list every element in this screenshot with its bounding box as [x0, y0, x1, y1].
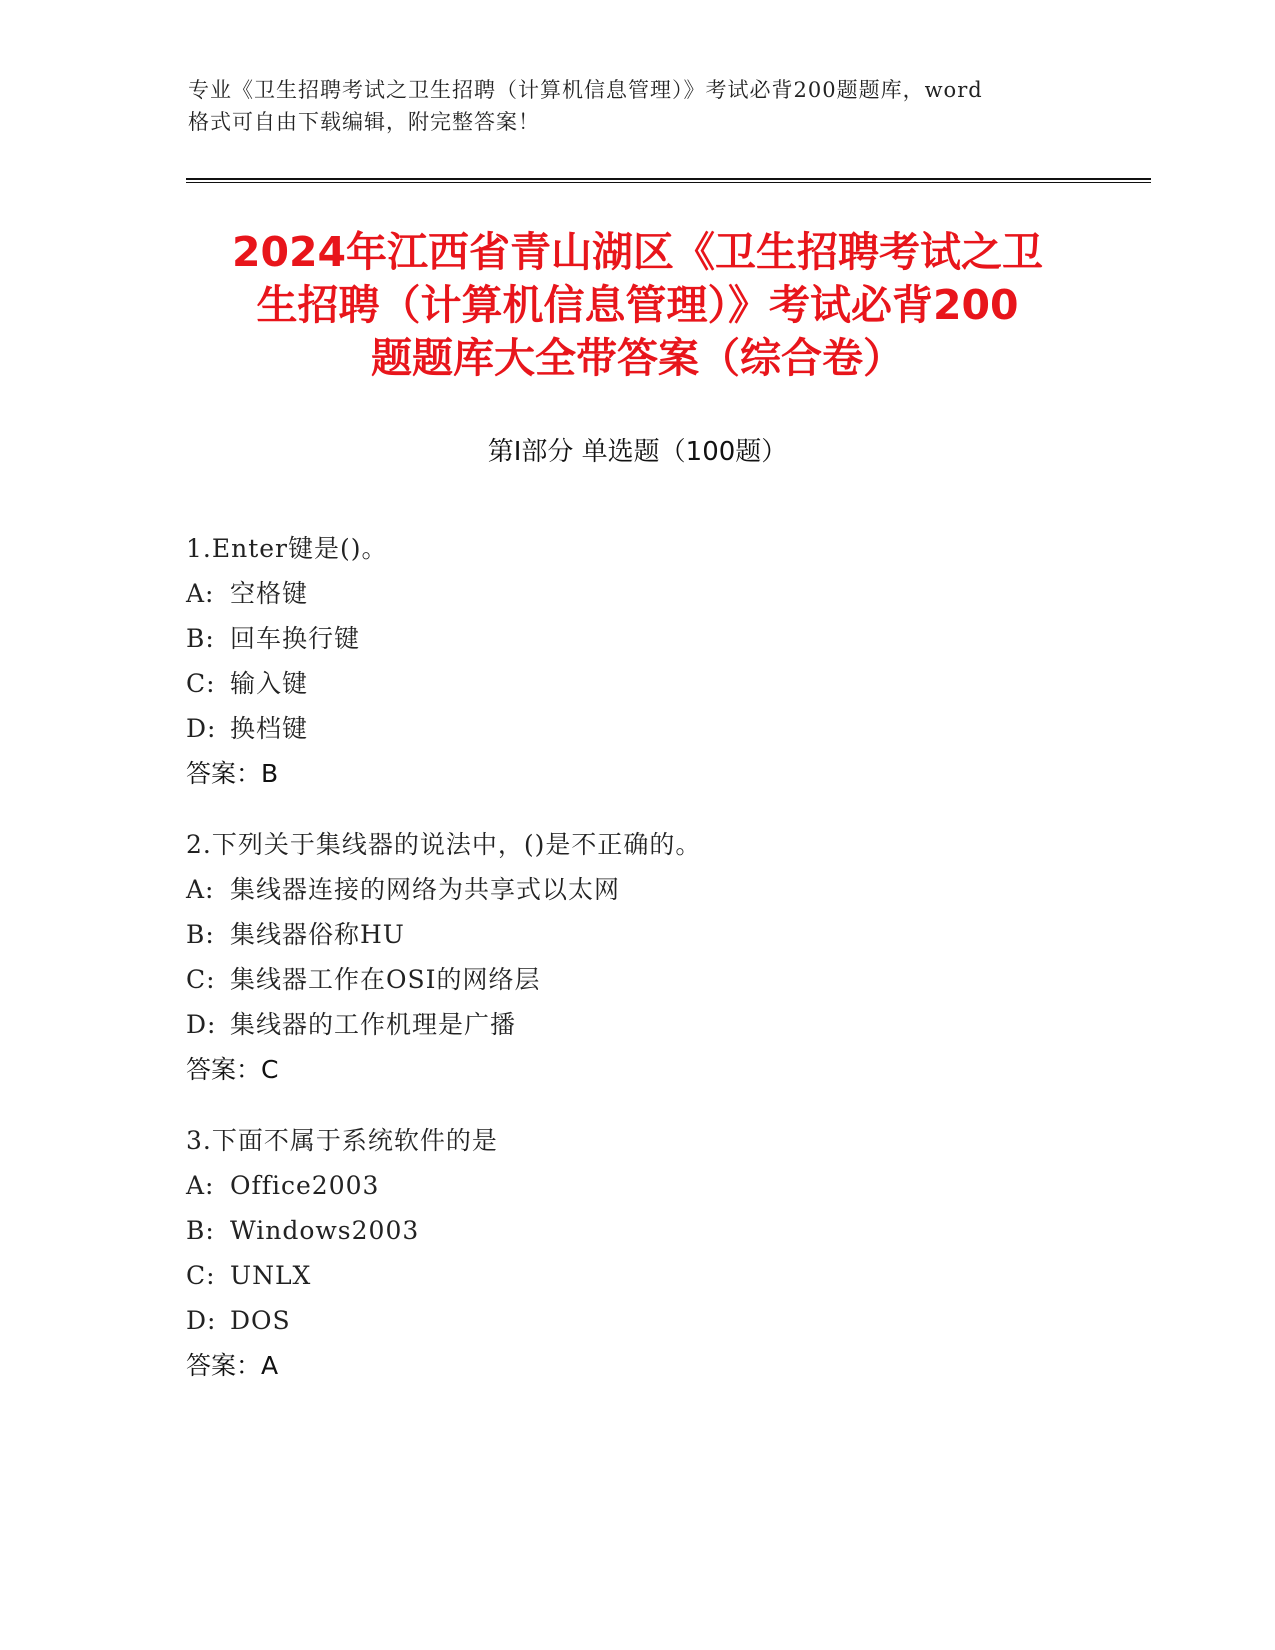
option-text: 集线器俗称HU: [230, 920, 405, 949]
option-key: B:: [186, 1216, 215, 1245]
document-title-line-3: 题题库大全带答案（综合卷）: [371, 334, 904, 382]
question-list: [186, 526, 1086, 1414]
option-d: [186, 706, 1086, 751]
option-d: [186, 1298, 1086, 1343]
option-text: 集线器的工作机理是广播: [230, 1010, 517, 1039]
header-note-line-2: 格式可自由下载编辑，附完整答案！: [188, 110, 540, 134]
document-title-line-1: 2024年江西省青山湖区《卫生招聘考试之卫: [231, 228, 1044, 276]
option-key: D:: [186, 1306, 217, 1335]
option-key: A:: [186, 1171, 215, 1200]
question-1: [186, 526, 1086, 796]
header-note-line-1: 专业《卫生招聘考试之卫生招聘（计算机信息管理）》考试必背200题题库，word: [188, 78, 983, 102]
option-text: 空格键: [230, 579, 309, 608]
option-key: C:: [186, 965, 216, 994]
option-key: A:: [186, 579, 215, 608]
option-a: [186, 571, 1086, 616]
option-key: A:: [186, 875, 215, 904]
header-divider: [186, 178, 1151, 183]
option-c: [186, 957, 1086, 1002]
option-c: [186, 1253, 1086, 1298]
question-stem: 3.下面不属于系统软件的是: [186, 1126, 498, 1155]
section-title: 第Ⅰ部分 单选题（100题）: [487, 437, 788, 467]
option-text: 回车换行键: [230, 624, 361, 653]
document-title-line-2: 生招聘（计算机信息管理）》考试必背200: [256, 281, 1019, 329]
question-2: [186, 822, 1086, 1092]
option-text: DOS: [230, 1306, 291, 1335]
question-3: [186, 1118, 1086, 1388]
question-stem: 2.下列关于集线器的说法中，()是不正确的。: [186, 830, 702, 859]
option-key: D:: [186, 1010, 217, 1039]
option-key: B:: [186, 624, 215, 653]
option-d: [186, 1002, 1086, 1047]
option-text: Windows2003: [230, 1216, 420, 1245]
document-title: [150, 226, 1125, 385]
option-key: B:: [186, 920, 215, 949]
answer: 答案：A: [186, 1351, 279, 1380]
answer: 答案：B: [186, 759, 279, 788]
header-note: [188, 74, 1088, 138]
option-key: C:: [186, 1261, 216, 1290]
option-b: [186, 912, 1086, 957]
option-text: Office2003: [230, 1171, 380, 1200]
answer: 答案：C: [186, 1055, 279, 1084]
option-a: [186, 1163, 1086, 1208]
option-c: [186, 661, 1086, 706]
option-text: 换档键: [230, 714, 309, 743]
option-text: 集线器连接的网络为共享式以太网: [230, 875, 621, 904]
question-stem: 1.Enter键是()。: [186, 534, 388, 563]
option-a: [186, 867, 1086, 912]
option-text: 输入键: [230, 669, 309, 698]
option-b: [186, 1208, 1086, 1253]
option-b: [186, 616, 1086, 661]
option-text: 集线器工作在OSI的网络层: [230, 965, 541, 994]
option-key: D:: [186, 714, 217, 743]
option-key: C:: [186, 669, 216, 698]
option-text: UNLX: [230, 1261, 312, 1290]
